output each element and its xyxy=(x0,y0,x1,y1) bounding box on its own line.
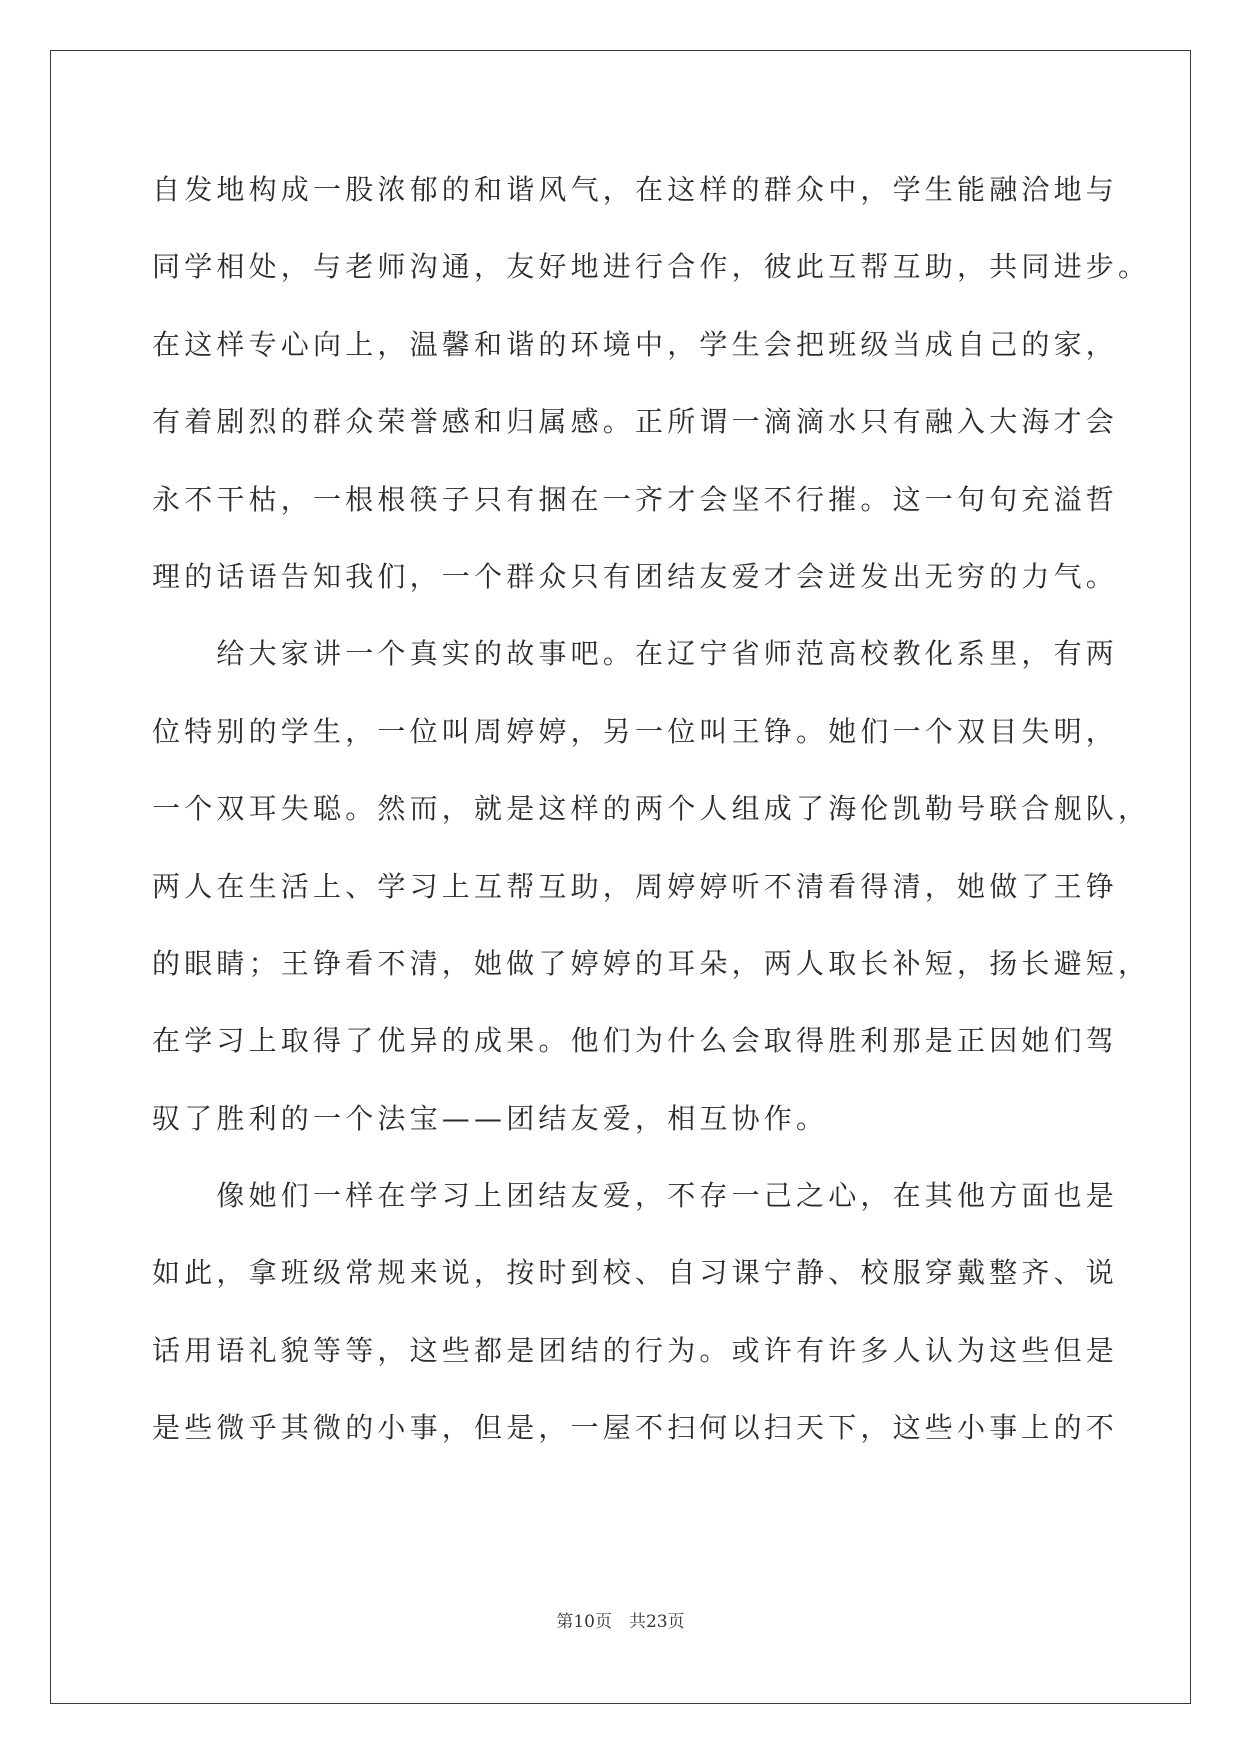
text-line: 给大家讲一个真实的故事吧。在辽宁省师范高校教化系里，有两 xyxy=(152,637,1119,671)
text-line: 有着剧烈的群众荣誉感和归属感。正所谓一滴滴水只有融入大海才会 xyxy=(152,405,1119,439)
text-line: 驭了胜利的一个法宝——团结友爱，相互协作。 xyxy=(152,1101,829,1135)
text-line: 永不干枯，一根根筷子只有捆在一齐才会坚不行摧。这一句句充溢哲 xyxy=(152,482,1119,516)
text-line: 一个双耳失聪。然而，就是这样的两个人组成了海伦凯勒号联合舰队， xyxy=(152,792,1151,826)
text-line: 在这样专心向上，温馨和谐的环境中，学生会把班级当成自己的家， xyxy=(152,327,1119,361)
text-line: 位特别的学生，一位叫周婷婷，另一位叫王铮。她们一个双目失明， xyxy=(152,714,1119,748)
text-line: 同学相处，与老师沟通，友好地进行合作，彼此互帮互助，共同进步。 xyxy=(152,250,1151,284)
text-line: 在学习上取得了优异的成果。他们为什么会取得胜利那是正因她们驾 xyxy=(152,1024,1119,1058)
text-line: 是些微乎其微的小事，但是，一屋不扫何以扫天下，这些小事上的不 xyxy=(152,1411,1119,1445)
text-line: 的眼睛；王铮看不清，她做了婷婷的耳朵，两人取长补短，扬长避短， xyxy=(152,946,1151,980)
document-body xyxy=(152,162,1151,1478)
text-line: 像她们一样在学习上团结友爱，不存一己之心，在其他方面也是 xyxy=(152,1179,1119,1213)
text-line: 话用语礼貌等等，这些都是团结的行为。或许有许多人认为这些但是 xyxy=(152,1333,1119,1367)
text-line: 自发地构成一股浓郁的和谐风气，在这样的群众中，学生能融洽地与 xyxy=(152,173,1119,206)
text-line: 两人在生活上、学习上互帮互助，周婷婷听不清看得清，她做了王铮 xyxy=(152,869,1119,903)
text-line: 理的话语告知我们，一个群众只有团结友爱才会迸发出无穷的力气。 xyxy=(152,559,1119,593)
text-line: 如此，拿班级常规来说，按时到校、自习课宁静、校服穿戴整齐、说 xyxy=(152,1256,1119,1290)
page-number: 第10页 共23页 xyxy=(556,1612,685,1632)
